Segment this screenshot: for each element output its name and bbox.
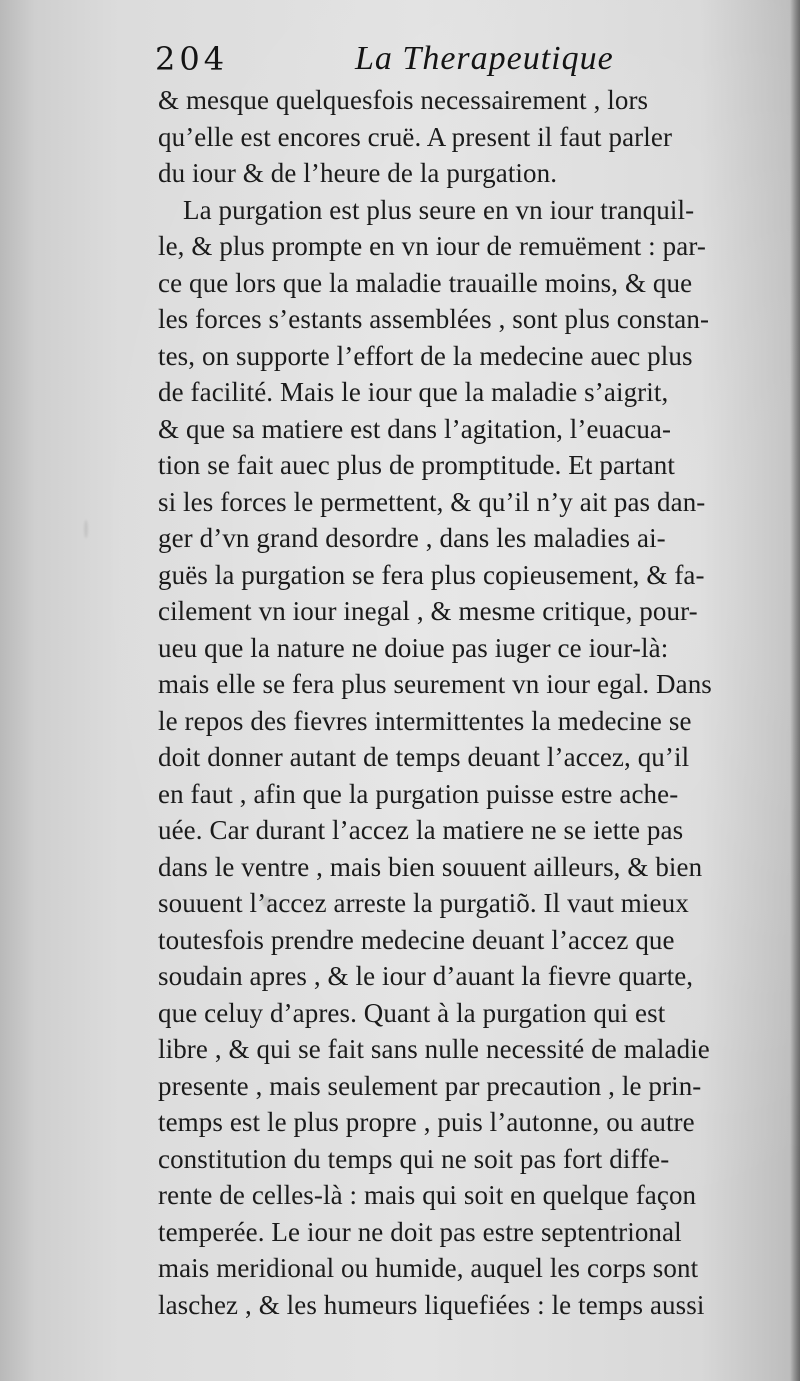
text-line: constitution du temps qui ne soit pas fort diffe- <box>158 1143 670 1174</box>
text-line: le, & plus prompte en vn iour de remuëment : par- <box>158 231 706 261</box>
text-line: de facilité. Mais le iour que la maladie s’aigrit, <box>158 377 669 407</box>
text-line: le repos des fievres intermittentes la medecine se <box>158 705 692 736</box>
text-line: mais elle se fera plus seurement vn iour egal. Dans <box>158 669 712 699</box>
text-line: tes, on supporte l’effort de la medecine auec plus <box>158 340 693 371</box>
text-line: soudain apres , & le iour d’auant la fievre quarte, <box>158 961 694 991</box>
text-line: temperée. Le iour ne doit pas estre septentrional <box>158 1216 682 1247</box>
text-line: & que sa matiere est dans l’agitation, l’euacua- <box>158 413 672 444</box>
text-line: qu’elle est encores cruë. A present il faut parler <box>158 121 673 152</box>
ink-spot <box>262 897 272 907</box>
text-line: que celuy d’apres. Quant à la purgation qui est <box>158 997 666 1028</box>
text-line: les forces s’estants assemblées , sont plus constan- <box>158 304 710 334</box>
text-line: si les forces le permettent, & qu’il n’y ait pas dan- <box>158 486 706 517</box>
paper-mark <box>84 520 88 538</box>
text-line: dans le ventre , mais bien souuent ailleurs, & bien <box>158 851 703 882</box>
text-line: doit donner autant de temps deuant l’accez, qu’il <box>158 742 690 772</box>
text-line: & mesque quelquesfois necessairement , lors <box>158 85 649 115</box>
paragraph-start-line: La purgation est plus seure en vn iour tranquil- <box>183 194 695 225</box>
text-line: presente , mais seulement par precaution , le prin- <box>158 1070 702 1101</box>
text-line: souuent l’accez arreste la purgatiõ. Il vaut mieux <box>158 888 689 918</box>
text-line: du iour & de l’heure de la purgation. <box>158 158 558 188</box>
page-edge-shadow <box>790 0 800 1381</box>
text-line: en faut , afin que la purgation puisse estre ache- <box>158 778 679 809</box>
text-line: guës la purgation se fera plus copieusement, & fa- <box>158 559 705 590</box>
page-number: 204 <box>155 40 229 78</box>
text-line: rente de celles-là : mais qui soit en quelque façon <box>158 1180 697 1210</box>
text-line: laschez , & les humeurs liquefiées : le temps aussi <box>158 1289 705 1320</box>
text-line: mais meridional ou humide, auquel les corps sont <box>158 1253 699 1283</box>
text-line: libre , & qui se fait sans nulle necessité de maladie <box>158 1034 710 1064</box>
running-title: La Therapeutique <box>355 40 614 77</box>
text-line: toutesfois prendre medecine deuant l’accez que <box>158 924 675 955</box>
text-line: ueu que la nature ne doiue pas iuger ce iour-là: <box>158 632 669 663</box>
text-line: cilement vn iour inegal , & mesme critique, pour- <box>158 596 698 626</box>
text-line: uée. Car durant l’accez la matiere ne se iette pas <box>158 815 684 845</box>
text-line: ce que lors que la maladie trauaille moins, & que <box>158 267 693 298</box>
text-line: tion se fait auec plus de promptitude. Et partant <box>158 450 676 480</box>
body-text <box>158 82 768 1323</box>
text-line: ger d’vn grand desordre , dans les maladies ai- <box>158 523 666 553</box>
text-line: temps est le plus propre , puis l’autonne, ou autre <box>158 1107 695 1137</box>
